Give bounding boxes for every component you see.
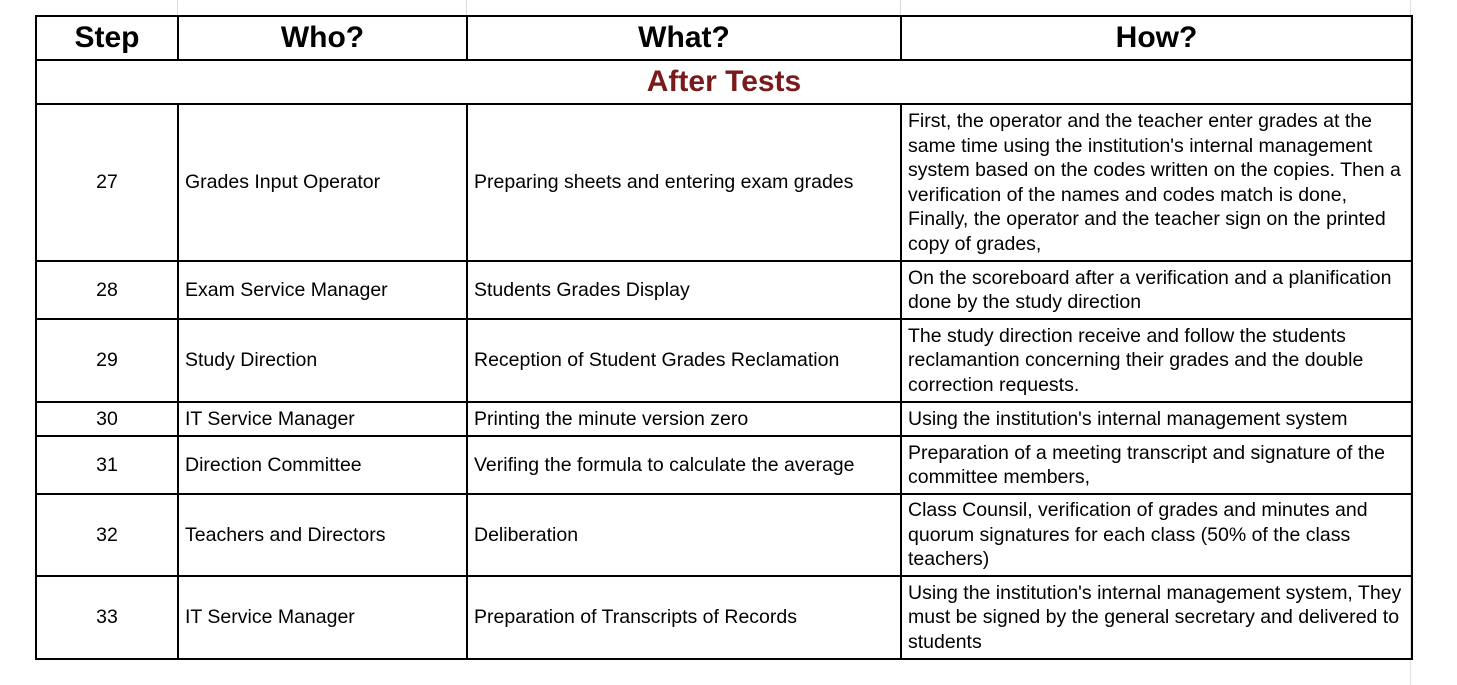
table-row xyxy=(36,319,1412,402)
cell-what[interactable]: Verifing the formula to calculate the average xyxy=(467,436,901,494)
cell-step[interactable]: 32 xyxy=(36,494,178,576)
section-title[interactable]: After Tests xyxy=(36,60,1412,104)
cell-how[interactable]: Preparation of a meeting transcript and signature of the committee members, xyxy=(901,436,1412,494)
header-step[interactable]: Step xyxy=(36,16,178,60)
cell-step[interactable]: 28 xyxy=(36,261,178,319)
header-what[interactable]: What? xyxy=(467,16,901,60)
cell-who[interactable]: Grades Input Operator xyxy=(178,104,467,261)
cell-who[interactable]: IT Service Manager xyxy=(178,576,467,659)
cell-step[interactable]: 31 xyxy=(36,436,178,494)
header-how[interactable]: How? xyxy=(901,16,1412,60)
header-row xyxy=(36,16,1412,60)
cell-who[interactable]: Study Direction xyxy=(178,319,467,402)
cell-what[interactable]: Printing the minute version zero xyxy=(467,402,901,436)
after-tests-table xyxy=(35,15,1413,660)
gridline xyxy=(177,0,178,16)
header-who[interactable]: Who? xyxy=(178,16,467,60)
gridline xyxy=(466,0,467,16)
cell-step[interactable]: 27 xyxy=(36,104,178,261)
cell-how[interactable]: First, the operator and the teacher enter grades at the same time using the institution's internal management system based on the codes written on the copies. Then a verification of the names and codes match is done, Finally, the operator and the teacher sign on the printed copy of grades, xyxy=(901,104,1412,261)
cell-step[interactable]: 33 xyxy=(36,576,178,659)
cell-what[interactable]: Preparing sheets and entering exam grades xyxy=(467,104,901,261)
cell-who[interactable]: Direction Committee xyxy=(178,436,467,494)
cell-who[interactable]: IT Service Manager xyxy=(178,402,467,436)
cell-step[interactable]: 29 xyxy=(36,319,178,402)
cell-what[interactable]: Reception of Student Grades Reclamation xyxy=(467,319,901,402)
table-row xyxy=(36,576,1412,659)
cell-how[interactable]: Using the institution's internal management system, They must be signed by the general secretary and delivered to students xyxy=(901,576,1412,659)
cell-what[interactable]: Deliberation xyxy=(467,494,901,576)
cell-who[interactable]: Teachers and Directors xyxy=(178,494,467,576)
cell-what[interactable]: Students Grades Display xyxy=(467,261,901,319)
cell-how[interactable]: Class Counsil, verification of grades and minutes and quorum signatures for each class (50% of the class teachers) xyxy=(901,494,1412,576)
section-row xyxy=(36,60,1412,104)
gridline xyxy=(900,0,901,16)
table-row xyxy=(36,261,1412,319)
cell-how[interactable]: The study direction receive and follow the students reclamantion concerning their grades and the double correction requests. xyxy=(901,319,1412,402)
cell-who[interactable]: Exam Service Manager xyxy=(178,261,467,319)
table-row xyxy=(36,104,1412,261)
table-row xyxy=(36,494,1412,576)
cell-step[interactable]: 30 xyxy=(36,402,178,436)
cell-how[interactable]: Using the institution's internal management system xyxy=(901,402,1412,436)
cell-how[interactable]: On the scoreboard after a verification and a planification done by the study direction xyxy=(901,261,1412,319)
table-row xyxy=(36,402,1412,436)
table-row xyxy=(36,436,1412,494)
cell-what[interactable]: Preparation of Transcripts of Records xyxy=(467,576,901,659)
